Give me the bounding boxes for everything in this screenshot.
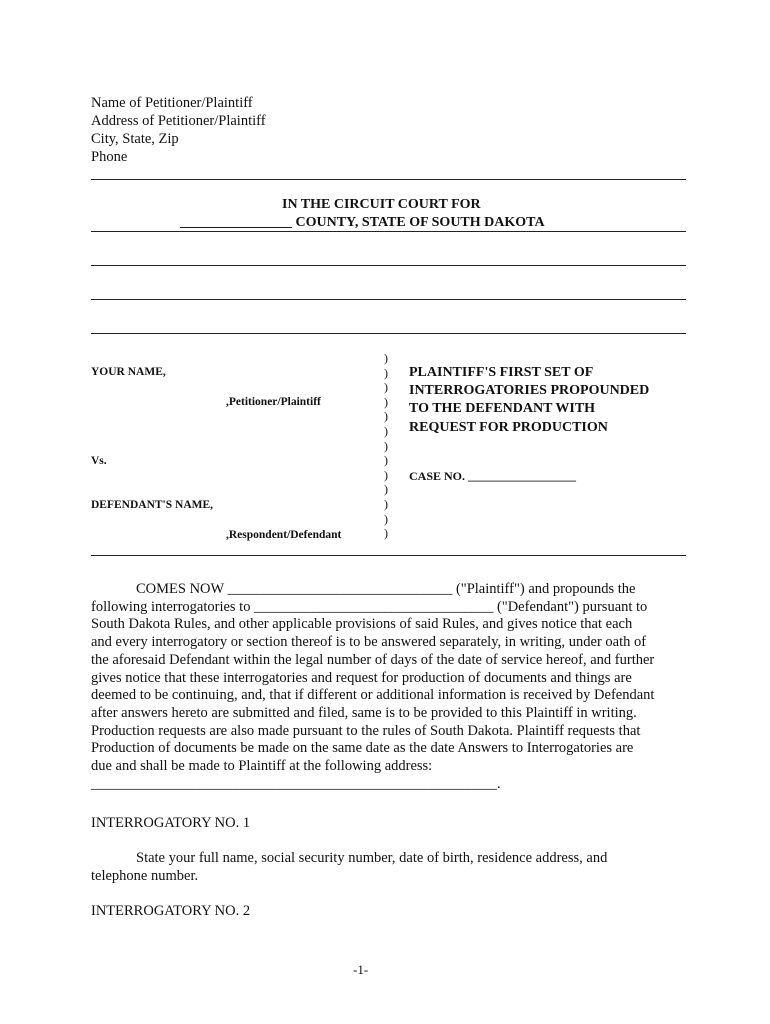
petitioner-address-line: Address of Petitioner/Plaintiff xyxy=(91,113,266,129)
body-line: due and shall be made to Plaintiff at the following address: xyxy=(91,758,433,775)
body-line: gives notice that these interrogatories and request for production of documents and things are xyxy=(91,669,632,686)
paren: ) xyxy=(384,380,388,395)
intro-paragraph xyxy=(91,581,691,793)
title-line: PLAINTIFF'S FIRST SET OF xyxy=(409,365,594,380)
interrogatory-2-heading: INTERROGATORY NO. 2 xyxy=(91,903,251,919)
your-name-label: YOUR NAME, xyxy=(91,366,166,378)
case-number: CASE NO. __________________ xyxy=(409,469,577,483)
body-line: Production requests are also made pursuant to the rules of South Dakota. Plaintiff requests that xyxy=(91,722,641,739)
page-number: -1- xyxy=(353,962,369,977)
sender-block xyxy=(91,94,266,166)
body-line: South Dakota Rules, and other applicable provisions of said Rules, and gives notice that each xyxy=(91,616,633,633)
paren: ) xyxy=(384,482,388,497)
title-line: REQUEST FOR PRODUCTION xyxy=(409,419,608,435)
court-heading: IN THE CIRCUIT COURT FOR xyxy=(282,197,481,212)
body-line: and every interrogatory or section thereof is to be answered separately, in writing, under oath of xyxy=(91,634,647,651)
city-state-zip-line: City, State, Zip xyxy=(91,131,179,147)
interrogatory-1-heading: INTERROGATORY NO. 1 xyxy=(91,815,251,831)
phone-line: Phone xyxy=(91,149,128,165)
divider xyxy=(91,265,686,266)
paren: ) xyxy=(384,453,388,468)
interrogatory-1-text: State your full name, social security number, date of birth, residence address, and xyxy=(136,850,608,866)
title-line: INTERROGATORIES PROPOUNDED xyxy=(409,383,650,399)
body-line: deemed to be continuing, and, that if different or additional information is received by Defendant xyxy=(91,687,655,704)
paren: ) xyxy=(384,365,388,380)
paren: ) xyxy=(384,351,388,365)
divider xyxy=(91,299,686,300)
body-line: COMES NOW _______________________________ ("Plaintiff") and propounds the xyxy=(136,581,636,597)
county-heading: ________________ COUNTY, STATE OF SOUTH DAKOTA xyxy=(180,215,545,230)
paren: ) xyxy=(384,409,388,424)
petitioner-label: ,Petitioner/Plaintiff xyxy=(226,396,321,408)
petitioner-name-line: Name of Petitioner/Plaintiff xyxy=(91,95,253,111)
paren: ) xyxy=(384,467,388,482)
divider xyxy=(91,555,686,556)
vs-label: Vs. xyxy=(91,455,107,467)
divider xyxy=(91,333,686,334)
paren: ) xyxy=(384,526,388,541)
paren: ) xyxy=(384,394,388,409)
document-title xyxy=(409,364,649,437)
address-blank-line: ________________________________________________________. xyxy=(91,775,501,792)
paren: ) xyxy=(384,511,388,526)
body-line: after answers hereto are submitted and filed, same is to be provided to this Plaintiff in writing. xyxy=(91,704,637,721)
interrogatory-1-text-cont: telephone number. xyxy=(91,868,199,884)
paren: ) xyxy=(384,423,388,438)
body-line: Production of documents be made on the same date as the date Answers to Interrogatories are xyxy=(91,740,634,757)
paren: ) xyxy=(384,438,388,453)
defendant-name-label: DEFENDANT'S NAME, xyxy=(91,499,214,511)
title-line: TO THE DEFENDANT WITH xyxy=(409,401,596,417)
caption-parens xyxy=(384,351,388,541)
body-line: the aforesaid Defendant within the legal number of days of the date of service hereof, and further xyxy=(91,651,655,668)
body-line: following interrogatories to _________________________________ ("Defendant") pursuant to xyxy=(91,598,648,615)
paren: ) xyxy=(384,496,388,511)
divider xyxy=(91,231,686,232)
respondent-label: ,Respondent/Defendant xyxy=(226,529,342,541)
divider xyxy=(91,179,686,180)
